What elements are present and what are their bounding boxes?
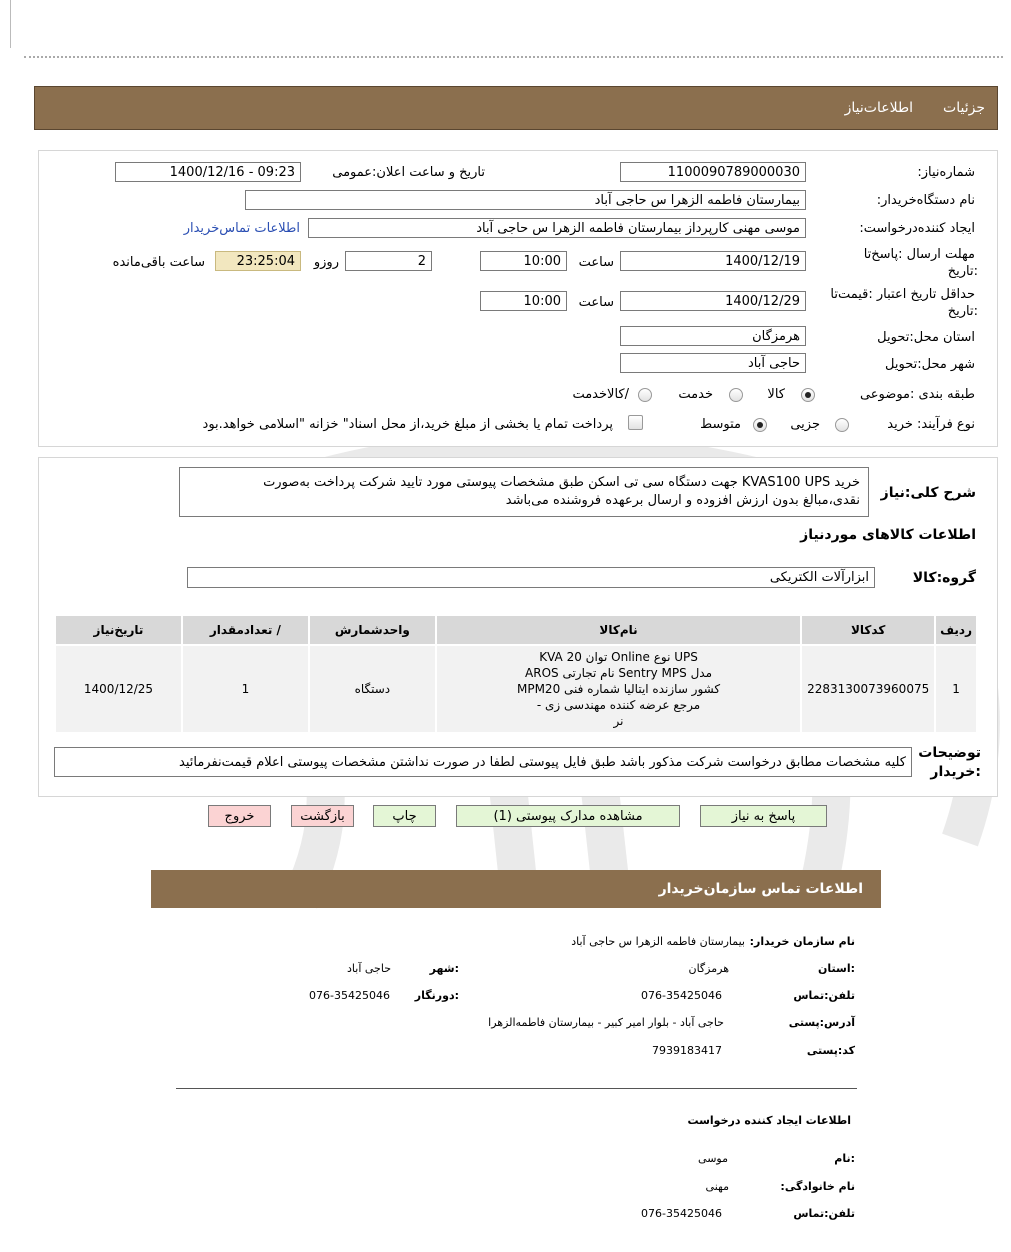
reply-button[interactable]: پاسخ به نیاز <box>700 805 827 827</box>
items-table <box>54 614 978 734</box>
items-table-header <box>56 616 976 644</box>
buyer-notes-label: توضیحات <box>918 745 981 761</box>
deadline-time-field: 10:00 <box>480 251 567 271</box>
validity-time-field: 10:00 <box>480 291 567 311</box>
cell-name-line: مرجع عرضه کننده مهندسی زی - <box>536 698 701 712</box>
contact-divider <box>176 1088 857 1089</box>
contact-fax-label: :دورنگار <box>414 989 459 1002</box>
creator-name-label: :نام <box>834 1152 855 1165</box>
description-line-2: نقدی،مبالغ بدون ارزش افزوده و ارسال برعهده فروشنده می‌باشد <box>505 493 860 508</box>
process-medium-label: متوسط <box>700 417 741 432</box>
contact-fax-value: 076-35425046 <box>309 989 390 1002</box>
contact-phone-label: تلفن:تماس <box>793 989 855 1002</box>
cell-name-line: UPS نوع Online توان 20 KVA <box>539 650 698 664</box>
exit-button[interactable]: خروج <box>208 805 271 827</box>
need-number-field: 1100090789000030 <box>620 162 806 182</box>
contact-province-label: :استان <box>818 962 855 975</box>
contact-phone-value: 076-35425046 <box>641 989 722 1002</box>
announce-datetime-label: تاریخ و ساعت اعلان:عمومی <box>332 165 485 180</box>
tab-details[interactable]: جزئیات <box>943 100 985 116</box>
col-header-row: ردیف <box>936 616 976 644</box>
creator-field: موسی مهنی کارپرداز بیمارستان فاطمه الزهرا س حاجی آباد <box>308 218 806 238</box>
validity-time-label: ساعت <box>578 295 614 310</box>
description-box <box>179 467 869 517</box>
city-field: حاجی آباد <box>620 353 806 373</box>
category-both-radio[interactable] <box>638 388 652 402</box>
creator-name-value: موسی <box>698 1152 728 1165</box>
contact-org-label: نام سازمان خریدار: <box>749 935 855 948</box>
contact-postal-label: کد:پستی <box>806 1044 855 1057</box>
contact-header-title: اطلاعات تماس سازمان‌خریدار <box>658 881 863 897</box>
cell-date: 1400/12/25 <box>56 646 181 732</box>
category-goods-radio[interactable] <box>801 388 815 402</box>
cell-name-line: نر <box>613 714 624 728</box>
buyer-notes-label-2: :خریدار <box>930 764 981 780</box>
need-number-label: شماره‌نیاز: <box>917 165 975 180</box>
announce-datetime-field: 1400/12/16 - 09:23 <box>115 162 301 182</box>
col-header-code: کدکالا <box>802 616 934 644</box>
buyer-contact-link[interactable]: اطلاعات تماس‌خریدار <box>183 221 300 236</box>
contact-postal-value: 7939183417 <box>652 1044 722 1057</box>
remaining-timer: 23:25:04 <box>215 251 301 271</box>
province-label: استان محل:تحویل <box>877 330 975 345</box>
description-line-1: خرید KVAS100 UPS جهت دستگاه سی تی اسکن طبق مشخصات پیوستی مورد تایید شرکت پرداخت به‌صورت <box>263 475 860 490</box>
goods-group-field: ابزارآلات الکتریکی <box>187 567 875 588</box>
top-left-rule <box>10 0 11 48</box>
day-label: روزو <box>313 255 339 270</box>
tab-need-info[interactable]: اطلاعات‌نیاز <box>844 100 913 116</box>
creator-family-value: مهنی <box>705 1180 729 1193</box>
creator-label: ایجاد کننده‌درخواست: <box>859 221 975 236</box>
validity-date-field: 1400/12/29 <box>620 291 806 311</box>
cell-qty: 1 <box>183 646 308 732</box>
days-field: 2 <box>345 251 432 271</box>
contact-address-label: آدرس:پستی <box>788 1016 855 1029</box>
goods-group-label: گروه:کالا <box>912 570 976 586</box>
process-medium-radio[interactable] <box>753 418 767 432</box>
cell-unit: دستگاه <box>310 646 435 732</box>
contact-org-value: بیمارستان فاطمه الزهرا س حاجی آباد <box>571 935 745 948</box>
deadline-date-field: 1400/12/19 <box>620 251 806 271</box>
creator-phone-label: تلفن:تماس <box>793 1207 855 1220</box>
table-row <box>56 646 976 732</box>
description-label: شرح کلی:نیاز <box>880 485 976 501</box>
creator-info-title: اطلاعات ایجاد کننده درخواست <box>687 1114 851 1127</box>
process-partial-label: جزیی <box>790 417 820 432</box>
cell-row: 1 <box>936 646 976 732</box>
process-partial-radio[interactable] <box>835 418 849 432</box>
contact-address-value: حاجی آباد - بلوار امیر کبیر - بیمارستان فاطمه‌الزهرا <box>488 1016 724 1029</box>
dotted-separator <box>24 56 1003 58</box>
process-type-label: نوع فرآیند: خرید <box>887 417 975 432</box>
creator-phone-value: 076-35425046 <box>641 1207 722 1220</box>
contact-province-value: هرمزگان <box>688 962 729 975</box>
cell-code: 2283130073960075 <box>802 646 934 732</box>
cell-name-line: کشور سازنده ایتالیا شماره فنی MPM20 <box>516 682 721 696</box>
creator-family-label: نام خانوادگی: <box>780 1180 855 1193</box>
buyer-org-label: نام دستگاه‌خریدار: <box>876 193 975 208</box>
col-header-date: تاریخ‌نیاز <box>56 616 181 644</box>
top-decoration <box>0 0 1011 60</box>
city-label: شهر محل:تحویل <box>885 357 975 372</box>
buyer-org-field: بیمارستان فاطمه الزهرا س حاجی آباد <box>245 190 806 210</box>
view-attachments-button[interactable]: مشاهده مدارک پیوستی (1) <box>456 805 680 827</box>
contact-city-label: :شهر <box>429 962 459 975</box>
details-header <box>34 86 998 130</box>
deadline-label-2: :تاریخ <box>947 264 978 279</box>
col-header-qty: / تعدادمقدار <box>183 616 308 644</box>
validity-label-2: :تاریخ <box>947 304 978 319</box>
deadline-time-label: ساعت <box>578 255 614 270</box>
category-service-label: خدمت <box>678 387 713 402</box>
category-goods-label: کالا <box>767 387 785 402</box>
deadline-label: مهلت ارسال :پاسخ‌تا <box>863 247 975 262</box>
treasury-payment-note: پرداخت تمام یا بخشی از مبلغ خرید،از محل اسناد" خزانه "اسلامی خواهد.بود <box>202 417 613 432</box>
remaining-label: ساعت باقی‌مانده <box>112 255 205 270</box>
col-header-name: نام‌کالا <box>437 616 800 644</box>
cell-name <box>437 646 800 732</box>
buyer-notes-box: کلیه مشخصات مطابق درخواست شرکت مذکور باشد طبق فایل پیوستی لطفا در صورت نداشتن مشخصات پیوستی اعلام قیمت‌نفرمائید <box>54 747 912 777</box>
contact-city-value: حاجی آباد <box>347 962 391 975</box>
col-header-unit: واحدشمارش <box>310 616 435 644</box>
category-both-label: /کالاخدمت <box>572 387 629 402</box>
cell-name-line: مدل Sentry MPS نام تجارتی AROS <box>525 666 713 680</box>
back-button[interactable]: بازگشت <box>291 805 354 827</box>
category-label: طبقه بندی :موضوعی <box>859 387 975 402</box>
validity-label: حداقل تاریخ اعتبار :قیمت‌تا <box>830 287 975 302</box>
items-section-title: اطلاعات کالاهای موردنیاز <box>800 527 976 543</box>
contact-header <box>151 870 881 908</box>
treasury-payment-checkbox[interactable] <box>628 415 643 430</box>
province-field: هرمزگان <box>620 326 806 346</box>
print-button[interactable]: چاپ <box>373 805 436 827</box>
category-service-radio[interactable] <box>729 388 743 402</box>
